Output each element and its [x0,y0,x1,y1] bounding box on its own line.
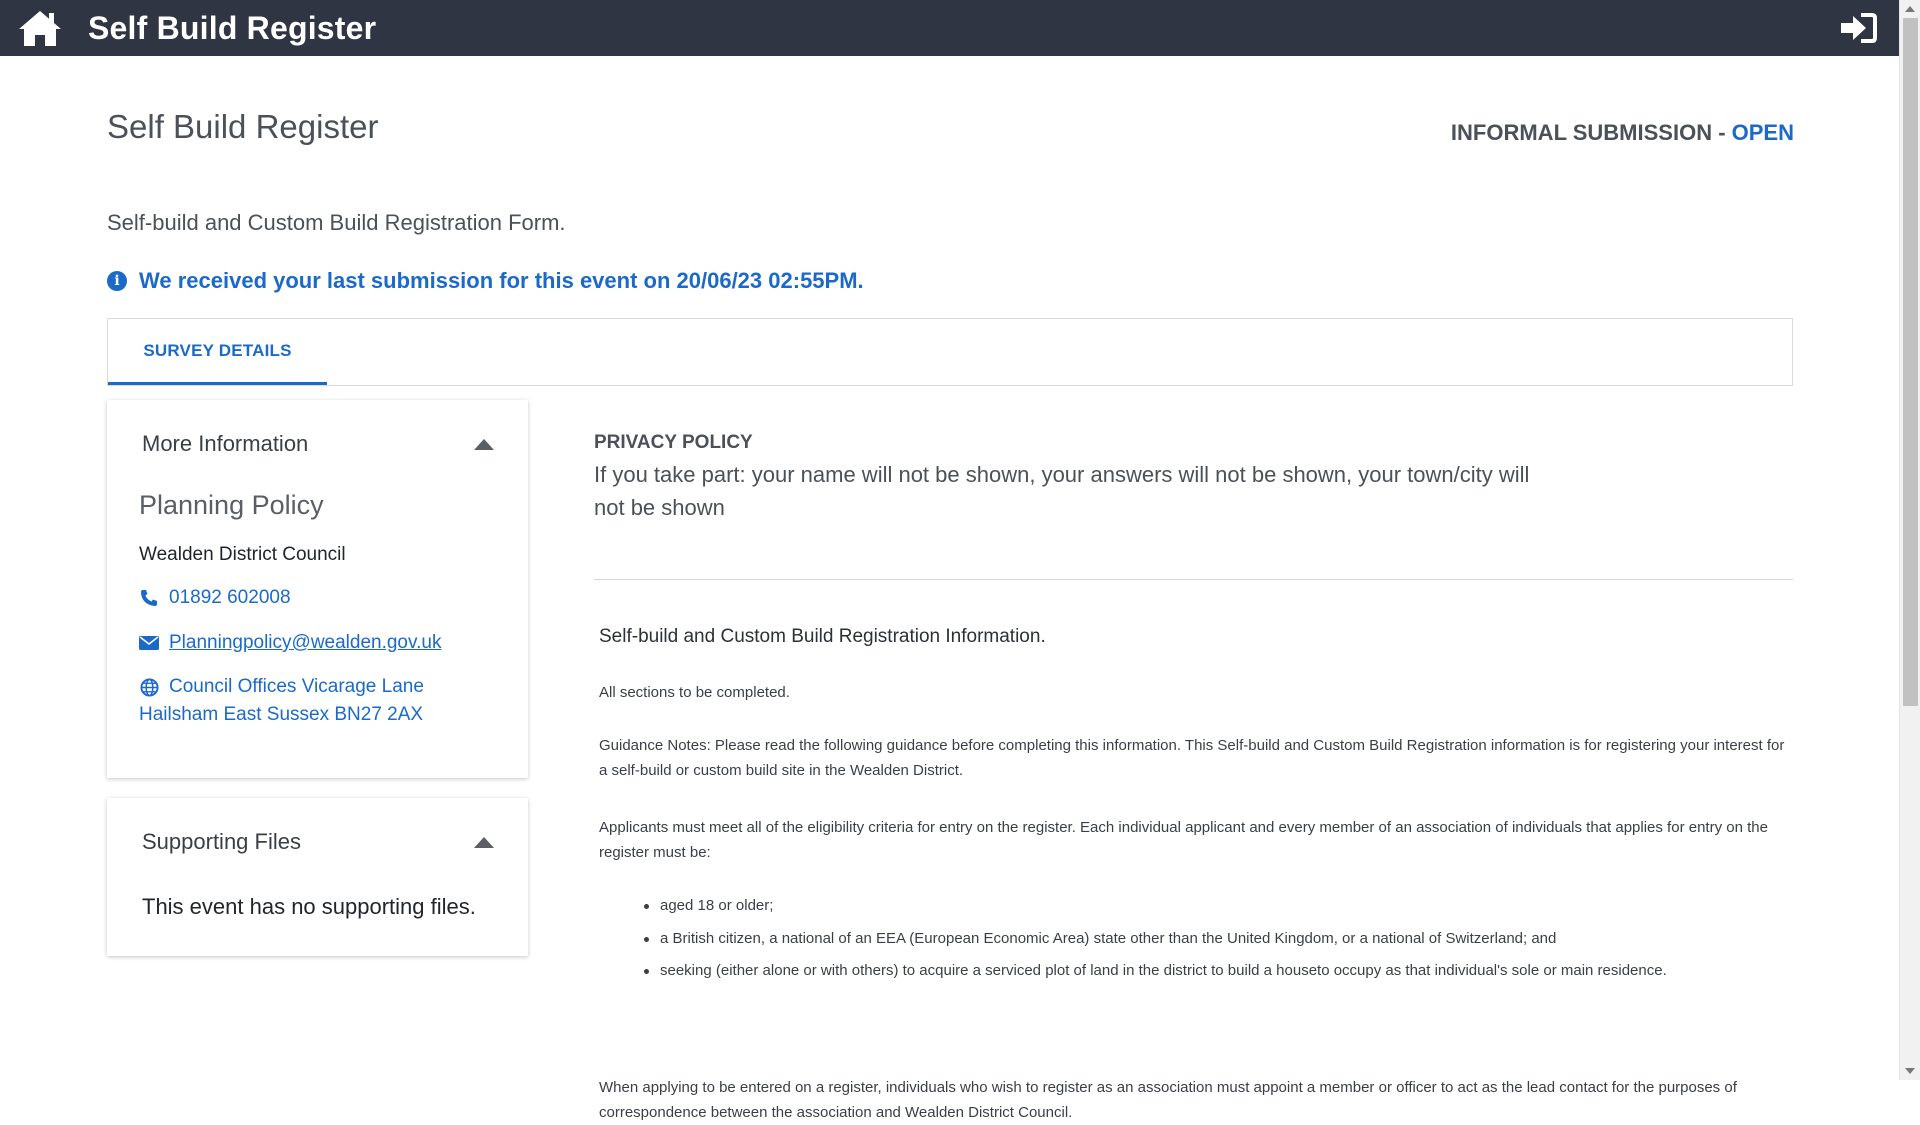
no-files-message: This event has no supporting files. [142,894,476,919]
address-line-1[interactable]: Council Offices Vicarage Lane [169,676,424,697]
guidance-notes: Guidance Notes: Please read the following guidance before completing this information. This Self-build and Custom Build Registration information is for registering your interest for a self-build or custom build site in the Wealden District. [599,737,1785,779]
section-divider [594,579,1793,580]
sign-in-icon [1839,11,1879,45]
more-information-card [107,400,528,778]
home-icon [17,8,63,48]
tab-survey-details[interactable]: SURVEY DETAILS [108,319,327,385]
address-line-2[interactable]: Hailsham East Sussex BN27 2AX [139,704,424,725]
status-value: OPEN [1731,120,1794,145]
notice-text: We received your last submission for this event on 20/06/23 02:55PM. [139,268,864,293]
page-subtitle: Self-build and Custom Build Registration Form. [107,210,566,235]
eligibility-list [644,893,1667,991]
supporting-files-header[interactable] [142,828,494,856]
chevron-up-icon[interactable] [474,837,494,848]
list-item: aged 18 or older; [644,893,1667,926]
eligibility-intro: Applicants must meet all of the eligibility criteria for entry on the register. Each individual applicant and every member of an association of individuals that applies for entry on the register must be: [599,819,1768,861]
tab-bar [107,318,1793,386]
list-item: seeking (either alone or with others) to acquire a serviced plot of land in the district to build a houseto occupy as that individual's sole or main residence. [644,958,1667,991]
scroll-up-arrow[interactable] [1905,6,1915,12]
privacy-policy-title: PRIVACY POLICY [594,432,753,453]
list-item: a British citizen, a national of an EEA (European Economic Area) state other than the United Kingdom, or a national of Switzerland; and [644,926,1667,959]
address-line-2-row[interactable] [139,701,423,729]
sign-in-button[interactable] [1837,8,1881,48]
phone-contact[interactable] [139,584,291,612]
app-title[interactable]: Self Build Register [88,9,377,46]
scrollbar-thumb[interactable] [1903,18,1918,706]
page-title: Self Build Register [107,108,379,145]
top-bar [0,0,1899,56]
privacy-policy-text: If you take part: your name will not be shown, your answers will not be shown, your town/city will not be shown [594,462,1530,520]
submission-notice [107,268,864,294]
submission-status [1451,120,1794,146]
phone-number[interactable]: 01892 602008 [169,587,291,608]
info-icon: i [107,271,127,291]
email-contact[interactable] [139,629,441,657]
home-button[interactable] [12,0,68,56]
scrollbar[interactable] [1899,0,1920,1080]
supporting-files-card [107,798,528,956]
chevron-up-icon[interactable] [474,439,494,450]
scroll-down-arrow[interactable] [1905,1068,1915,1074]
envelope-icon [139,629,159,657]
all-sections-note: All sections to be completed. [599,684,790,701]
phone-icon [139,584,159,612]
more-information-header[interactable] [142,430,494,458]
association-note: When applying to be entered on a register, individuals who wish to register as an association must appoint a member or officer to act as the lead contact for the purposes of correspondence between the association and Wealden District Council. [599,1079,1737,1121]
address-contact[interactable] [139,673,479,701]
supporting-files-title: Supporting Files [142,829,301,854]
status-label: INFORMAL SUBMISSION - [1450,120,1726,145]
more-information-title: More Information [142,431,309,456]
organisation-name: Planning Policy [139,490,324,520]
globe-icon [139,673,159,701]
email-link[interactable]: Planningpolicy@wealden.gov.uk [169,632,442,653]
council-name: Wealden District Council [139,544,346,565]
registration-info-title: Self-build and Custom Build Registration Information. [599,626,1046,647]
